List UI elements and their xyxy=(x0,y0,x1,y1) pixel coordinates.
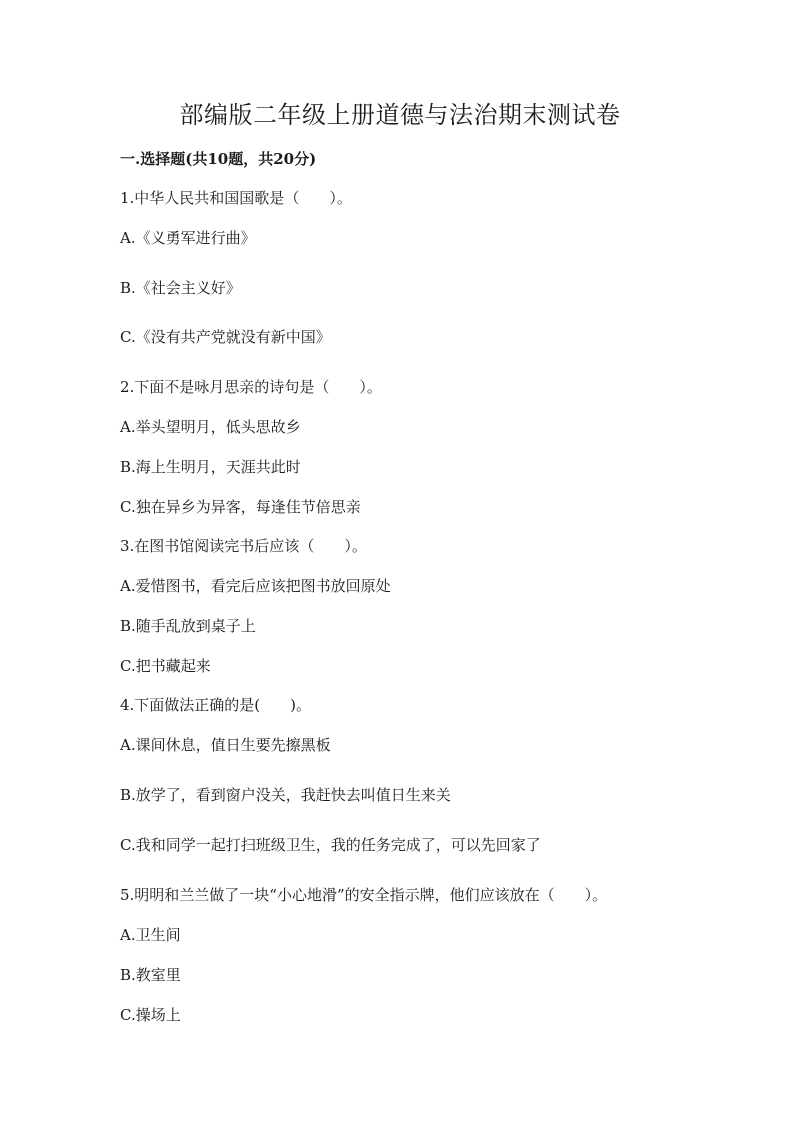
question-4-option-b: B.放学了，看到窗户没关，我赶快去叫值日生来关 xyxy=(120,786,451,804)
question-1-option-c: C.《没有共产党就没有新中国》 xyxy=(120,328,331,346)
question-3-stem: 3.在图书馆阅读完书后应该（ ）。 xyxy=(120,537,367,555)
question-2-option-a: A.举头望明月，低头思故乡 xyxy=(120,418,301,436)
question-4-stem: 4.下面做法正确的是( )。 xyxy=(120,696,312,714)
question-2-stem: 2.下面不是咏月思亲的诗句是（ ）。 xyxy=(120,378,382,396)
question-5-option-a: A.卫生间 xyxy=(120,926,181,944)
question-3-option-a: A.爱惜图书，看完后应该把图书放回原处 xyxy=(120,577,391,595)
document-title: 部编版二年级上册道德与法治期末测试卷 xyxy=(179,101,621,129)
question-2-option-c: C.独在异乡为异客，每逢佳节倍思亲 xyxy=(120,498,361,516)
question-4-option-a: A.课间休息，值日生要先擦黑板 xyxy=(120,736,331,754)
question-5-stem: 5.明明和兰兰做了一块“小心地滑”的安全指示牌，他们应该放在（ ）。 xyxy=(120,886,608,904)
question-3-option-b: B.随手乱放到桌子上 xyxy=(120,617,256,635)
question-1-stem: 1.中华人民共和国国歌是（ ）。 xyxy=(120,189,352,207)
question-4-option-c: C.我和同学一起打扫班级卫生，我的任务完成了，可以先回家了 xyxy=(120,836,541,854)
question-2-option-b: B.海上生明月，天涯共此时 xyxy=(120,458,301,476)
question-3-option-c: C.把书藏起来 xyxy=(120,657,211,675)
question-1-option-b: B.《社会主义好》 xyxy=(120,279,241,297)
question-5-option-c: C.操场上 xyxy=(120,1006,181,1024)
question-1-option-a: A.《义勇军进行曲》 xyxy=(120,229,256,247)
section-heading: 一.选择题(共10题，共20分) xyxy=(120,150,317,168)
question-5-option-b: B.教室里 xyxy=(120,966,181,984)
